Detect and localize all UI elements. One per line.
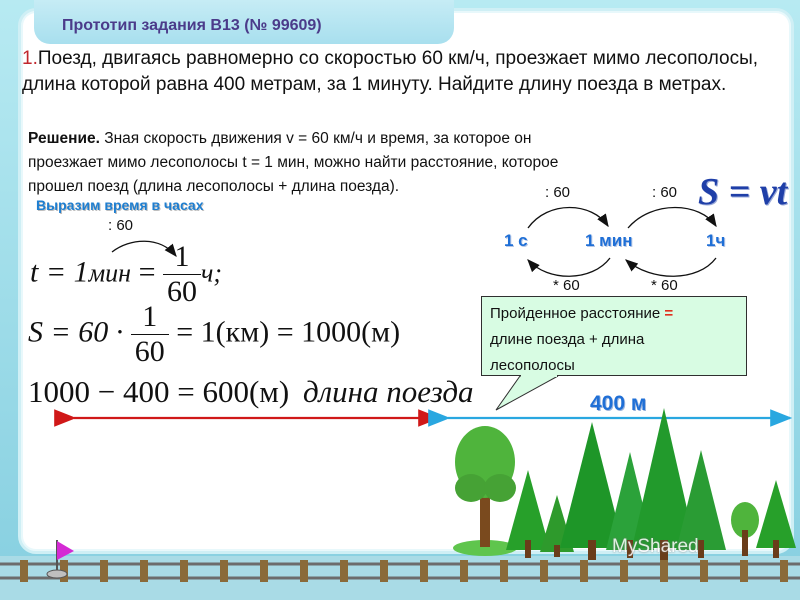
arc-min-to-hour: [628, 208, 716, 229]
distance-frac-den: 60: [134, 335, 165, 368]
conv-unit-second: 1 с: [504, 231, 528, 250]
final-calc: 1000 − 400 = 600(м): [28, 374, 290, 409]
time-frac-den: 60: [167, 275, 198, 308]
callout-text-2: длине поезда + длина: [490, 331, 645, 348]
watermark: MyShared: [612, 536, 699, 557]
time-lhs: t = 1: [30, 255, 89, 289]
divide-60-label: : 60: [108, 217, 134, 234]
solution-line-2: проезжает мимо лесополосы t = 1 мин, можно найти расстояние, которое: [28, 154, 559, 171]
final-label: длина поезда: [302, 374, 474, 409]
formula-s-vt: S = vt: [698, 171, 788, 213]
conv-unit-hour: 1ч: [706, 231, 726, 250]
forest-length-label: 400 м: [590, 392, 647, 415]
hint-convert-hours: Выразим время в часах: [36, 197, 204, 213]
callout-pointer: [496, 376, 558, 410]
conv-bottom-label-2: * 60: [651, 277, 678, 294]
time-frac-num: 1: [163, 240, 201, 275]
conv-bottom-label-1: * 60: [553, 277, 580, 294]
solution-line-3: прошел поезд (длина лесополосы + длина поезда).: [28, 178, 400, 195]
distance-lhs: S = 60 ·: [28, 315, 124, 349]
conv-top-label-1: : 60: [545, 184, 571, 201]
conv-top-label-2: : 60: [652, 184, 678, 201]
callout-text-1: Пройденное расстояние: [490, 305, 665, 322]
solution-line-1: Зная скорость движения v = 60 км/ч и время, за которое он: [99, 130, 532, 147]
arc-sec-to-min: [528, 208, 608, 229]
problem-text: Поезд, двигаясь равномерно со скоростью 60 км/ч, проезжает мимо лесополосы, длина которой равна 400 метрам, за 1 минуту. Найдите длину поезда в метрах.: [22, 48, 759, 95]
solution-lead: Решение.: [28, 130, 100, 147]
problem-number: 1.: [22, 48, 38, 69]
conv-unit-minute: 1 мин: [585, 231, 633, 250]
slide-title: Прототип задания B13 (№ 99609): [62, 17, 322, 34]
time-eq-sign: =: [138, 255, 156, 289]
time-tail: ч;: [201, 258, 223, 288]
distance-frac-num: 1: [131, 300, 169, 335]
distance-rhs: = 1(км) = 1000(м): [176, 315, 401, 349]
arc-hour-to-min: [626, 258, 716, 276]
callout-text-3: лесополосы: [490, 357, 575, 374]
time-unit: мин: [88, 258, 132, 288]
arrow-min-to-hour: [112, 241, 176, 256]
arc-min-to-sec: [528, 258, 610, 276]
callout-eq: =: [664, 305, 674, 322]
